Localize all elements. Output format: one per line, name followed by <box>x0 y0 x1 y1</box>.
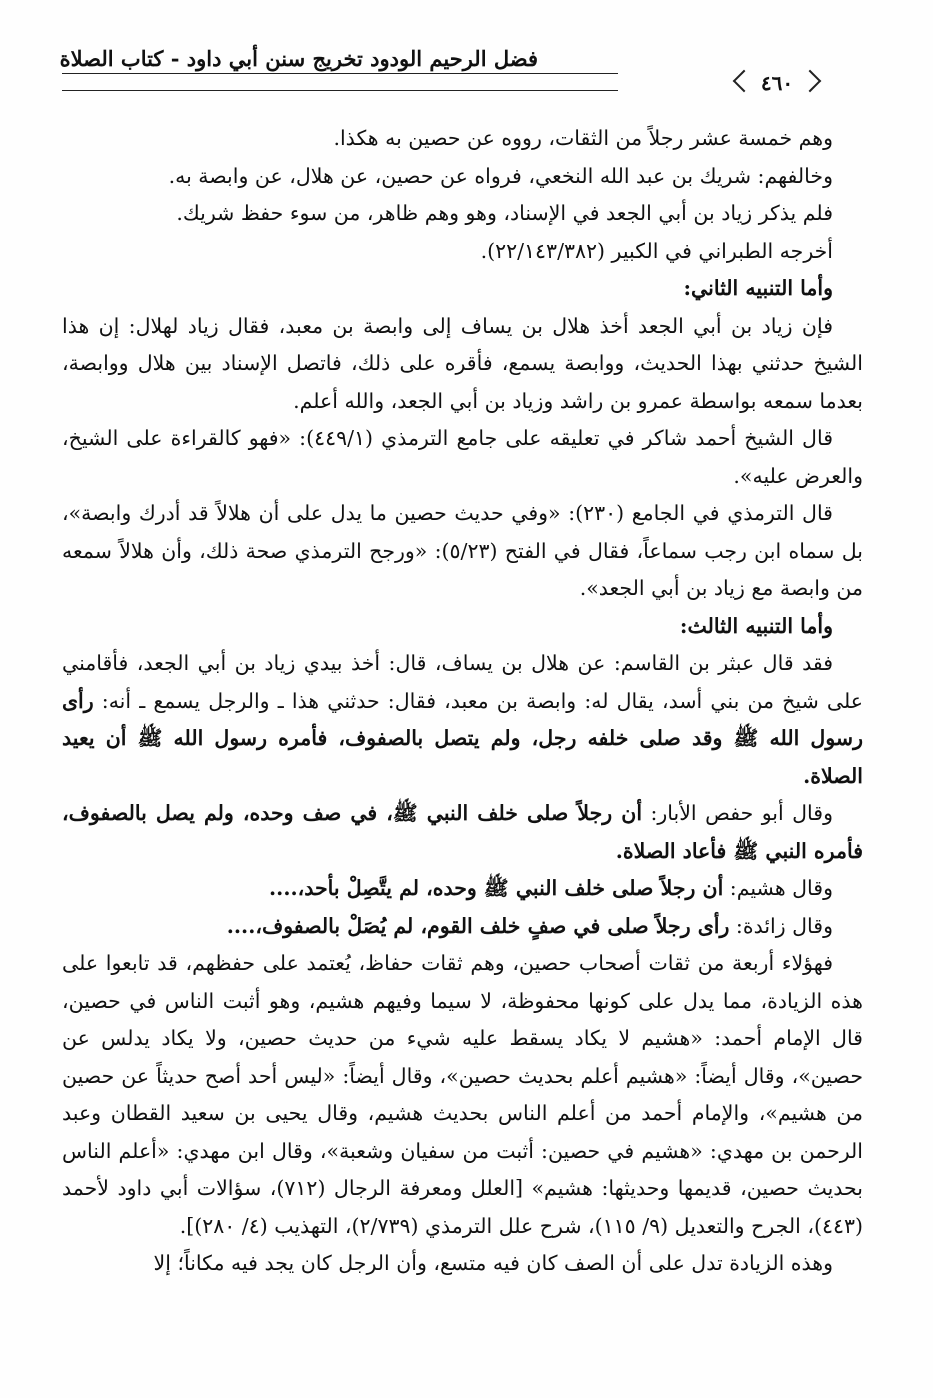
hadith-text: أن رجلاً صلى خلف النبي ﷺ وحده، لم يتَّصِلْ بأحد،.... <box>269 876 724 900</box>
paragraph-text: وقال أبو حفص الأبار: <box>642 801 833 825</box>
paragraph <box>62 795 863 870</box>
header-rule <box>62 90 618 91</box>
paragraph: قال الترمذي في الجامع (٢٣٠): «وفي حديث حصين ما يدل على أن هلالاً قد أدرك وابصة»، بل سماه ابن رجب سماعاً، فقال في الفتح (٥/٢٣): «ورجح الترمذي صحة ذلك، وأن هلالاً سمعه من وابصة مع زياد بن أبي الجعد». <box>62 501 863 600</box>
paragraph: فهؤلاء أربعة من ثقات أصحاب حصين، وهم ثقات حفاظ، يُعتمد على حفظهم، قد تابعوا على هذه الزيادة، مما يدل على كونها محفوظة، لا سيما وفيهم هشيم، وهو أثبت الناس في حصين، قال الإمام أحمد: «هشيم لا يكاد يسقط عليه شيء من حديث حصين، ولا يكاد يدلس عن حصين»، وقال أيضاً: «هشيم أعلم بحديث حصين»، وقال أيضاً: «ليس أحد أصح حديثاً عن حصين من هشيم»، والإمام أحمد من أعلم الناس بحديث هشيم، وقال يحيى بن سعيد القطان وعبد الرحمن بن مهدي: «هشيم في حصين: أثبت من سفيان وشعبة»، وقال ابن مهدي: «أعلم الناس بحديث حصين، قديمها وحديثها: هشيم» [العلل ومعرفة الرجال (٧١٢)، سؤالات أبي داود لأحمد (٤٤٣)، الجرح والتعديل (٩/ ١١٥)، شرح علل الترمذي (٢/٧٣٩)، التهذيب (٤/ ٢٨٠)]. <box>62 951 863 1238</box>
section-heading: وأما التنبيه الثالث: <box>679 613 833 638</box>
paragraph-text: فقد قال عبثر بن القاسم: عن هلال بن يساف، قال: أخذ بيدي زياد بن أبي الجعد، فأقامني على شيخ من بني أسد، يقال له: وابصة بن معبد، فقال: حدثني هذا ـ والرجل يسمع ـ أنه: <box>62 651 863 713</box>
hadith-text: أن رجلاً صلى خلف النبي ﷺ، في صف وحده، ولم يصل بالصفوف، فأمره النبي ﷺ فأعاد الصلاة. <box>62 801 863 863</box>
hadith-text: رأى رجلاً صلى في صفٍ خلف القوم، لم يُصَلْ بالصفوف،.... <box>226 913 730 938</box>
paragraph <box>62 870 863 908</box>
paragraph: فلم يذكر زياد بن أبي الجعد في الإسناد، وهو وهم ظاهر، من سوء حفظ شريك. <box>176 201 833 225</box>
paragraph: فإن زياد بن أبي الجعد أخذ هلال بن يساف إلى وابصة بن معبد، فقال زياد لهلال: إن هذا الشيخ حدثني بهذا الحديث، ووابصة يسمع، فأقره على ذلك، فاتصل الإسناد بين هلال ووابصة، بعدما سمعه بواسطة عمرو بن راشد وزياد بن أبي الجعد، والله أعلم. <box>62 313 863 413</box>
paragraph: أخرجه الطبراني في الكبير (٢٢/١٤٣/٣٨٢). <box>480 238 833 263</box>
page-body <box>62 120 863 1378</box>
section-heading: وأما التنبيه الثاني: <box>683 276 833 300</box>
paragraph: وهم خمسة عشر رجلاً من الثقات، رووه عن حصين به هكذا. <box>333 126 833 150</box>
paragraph-text: وقال هشيم: <box>723 876 833 900</box>
page-number: ٤٦٠ <box>742 69 812 97</box>
paragraph <box>62 645 863 795</box>
header-rule <box>62 73 115 74</box>
paragraph <box>62 908 863 946</box>
paragraph: قال الشيخ أحمد شاكر في تعليقه على جامع الترمذي (٤٤٩/١): «فهو كالقراءة على الشيخ، والعرض عليه». <box>62 426 863 488</box>
header-rule <box>62 73 618 74</box>
running-header-title: فضل الرحيم الودود تخريج سنن أبي داود - كتاب الصلاة <box>59 46 538 71</box>
header-rule <box>62 90 115 91</box>
paragraph-text: وقال زائدة: <box>729 913 833 938</box>
hadith-text: رأى رسول الله ﷺ وقد صلى خلفه رجل، ولم يتصل بالصفوف، فأمره رسول الله ﷺ أن يعيد الصلاة. <box>62 688 863 788</box>
paragraph: وخالفهم: شريك بن عبد الله النخعي، فرواه عن حصين، عن هلال، عن وابصة به. <box>168 163 833 188</box>
paragraph: وهذه الزيادة تدل على أن الصف كان فيه متسع، وأن الرجل كان يجد فيه مكاناً؛ إلا <box>153 1251 833 1275</box>
